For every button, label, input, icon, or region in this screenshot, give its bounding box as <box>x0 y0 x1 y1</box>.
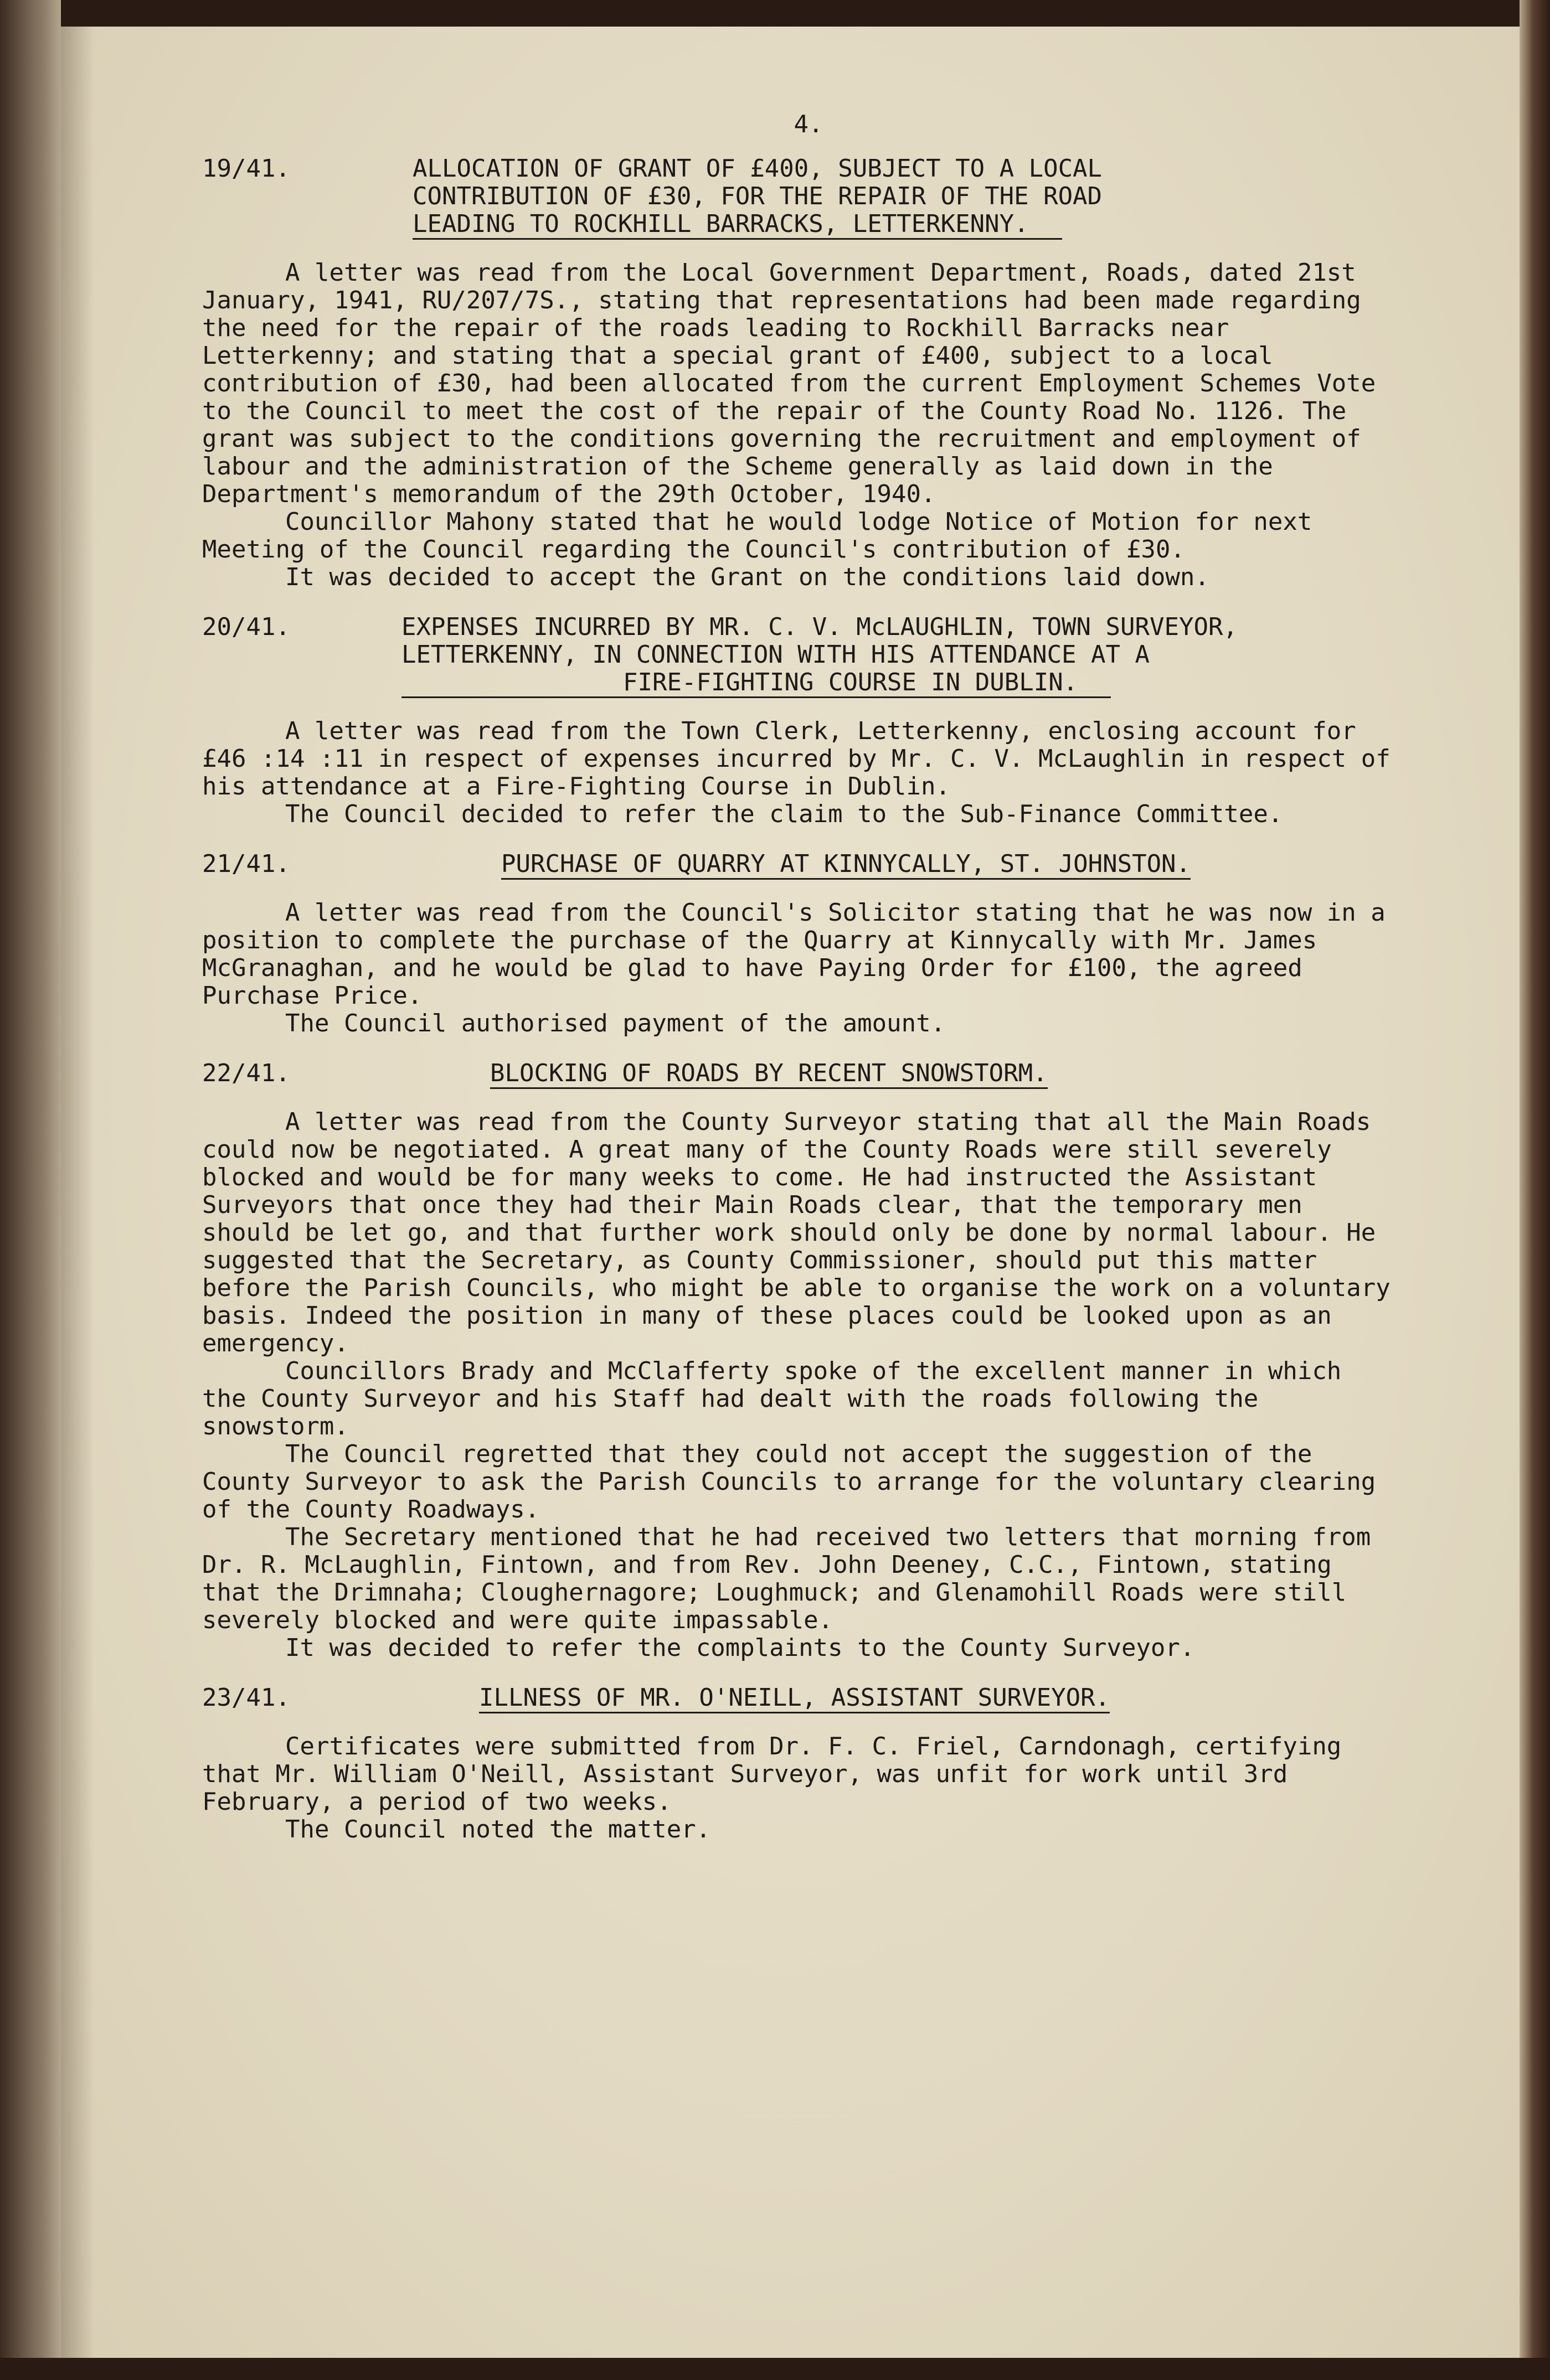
title-line: ALLOCATION OF GRANT OF £400, SUBJECT TO A LOCAL <box>413 154 1103 183</box>
item-number: 21/41. <box>202 850 290 878</box>
book-binding <box>0 0 61 2380</box>
item-body <box>202 259 1393 591</box>
paragraph: Certificates were submitted from Dr. F. C. Friel, Carndonagh, certifying that Mr. William O'Neill, Assistant Surveyor, was unfit for work until 3rd February, a period of two weeks. <box>202 1732 1342 1816</box>
item-body <box>202 717 1393 828</box>
title-line: BLOCKING OF ROADS BY RECENT SNOWSTORM. <box>490 1060 1048 1089</box>
item-heading <box>202 613 1393 698</box>
item-heading <box>202 1060 1393 1089</box>
title-line: PURCHASE OF QUARRY AT KINNYCALLY, ST. JOHNSTON. <box>501 850 1191 880</box>
paragraph: A letter was read from the Local Government Department, Roads, dated 21st January, 1941, RU/207/7S., stating that representations had been made regarding the need for the repair of the roads leading to Rockhill Barracks near Letterkenny; and stating that a special grant of £400, subject to a local contribution of £30, had been allocated from the current Employment Schemes Vote to the Council to meet the cost of the repair of the County Road No. 1126. The grant was subject to the conditions governing the recruitment and employment of labour and the administration of the Scheme generally as laid down in the Department's memorandum of the 29th October, 1940. <box>202 259 1376 508</box>
scan-bottom-edge <box>0 2358 1550 2380</box>
item-title <box>479 1684 1310 1713</box>
minutes-content <box>202 111 1393 1866</box>
paragraph: The Council authorised payment of the amount. <box>285 1009 946 1037</box>
item-number: 20/41. <box>202 613 290 641</box>
paragraph: The Council noted the matter. <box>285 1815 711 1844</box>
paragraph: A letter was read from the County Surveyor stating that all the Main Roads could now be negotiated. A great many of the County Roads were still severely blocked and would be for many weeks to come. He had instructed the Assistant Surveyors that once they had their Main Roads clear, that the temporary men should be let go, and that further work should only be done by normal labour. He suggested that the Secretary, as County Commissioner, should put this matter before the Parish Councils, who might be able to organise the work on a voluntary basis. Indeed the position in many of these places could be looked upon as an emergency. <box>202 1108 1391 1357</box>
page-number: 4. <box>794 110 823 138</box>
minute-item <box>202 1684 1393 1844</box>
paragraph: The Council decided to refer the claim to the Sub-Finance Committee. <box>285 800 1283 828</box>
page-edge <box>1520 0 1550 2380</box>
item-heading <box>202 155 1393 240</box>
item-number: 23/41. <box>202 1684 290 1712</box>
item-number: 19/41. <box>202 154 290 183</box>
paragraph: The Secretary mentioned that he had received two letters that morning from Dr. R. McLaughlin, Fintown, and from Rev. John Deeney, C.C., Fintown, stating that the Drimnaha; Cloughernagore; Loughmuck; and Glenamohill Roads were still severely blocked and were quite impassable. <box>202 1523 1371 1634</box>
title-line: LETTERKENNY, IN CONNECTION WITH HIS ATTENDANCE AT A <box>401 641 1150 669</box>
paragraph: A letter was read from the Town Clerk, Letterkenny, enclosing account for £46 :14 :11 in respect of expenses incurred by Mr. C. V. McLaughlin in respect of his attendance at a Fire-Fighting Course in Dublin. <box>202 717 1391 801</box>
title-line: CONTRIBUTION OF £30, FOR THE REPAIR OF THE ROAD <box>413 182 1103 210</box>
minute-item <box>202 850 1393 1037</box>
item-heading <box>202 850 1393 880</box>
title-line: ILLNESS OF MR. O'NEILL, ASSISTANT SURVEYOR. <box>479 1684 1110 1713</box>
paragraph: Councillor Mahony stated that he would lodge Notice of Motion for next Meeting of the Council regarding the Council's contribution of £30. <box>202 508 1312 564</box>
minute-item <box>202 155 1393 591</box>
scan-top-edge <box>0 0 1550 27</box>
item-body <box>202 1733 1393 1844</box>
title-line: FIRE-FIGHTING COURSE IN DUBLIN. <box>401 669 1111 698</box>
item-title <box>490 1060 1321 1089</box>
item-title <box>401 613 1354 698</box>
paragraph: A letter was read from the Council's Solicitor stating that he was now in a position to complete the purchase of the Quarry at Kinnycally with Mr. James McGranaghan, and he would be glad to have Paying Order for £100, the agreed Purchase Price. <box>202 899 1386 1010</box>
item-body <box>202 1108 1393 1662</box>
minute-item <box>202 613 1393 828</box>
title-line: LEADING TO ROCKHILL BARRACKS, LETTERKENNY. <box>413 210 1062 240</box>
item-body <box>202 899 1393 1037</box>
item-title <box>501 850 1332 880</box>
gutter-shadow <box>61 27 94 2358</box>
paragraph: Councillors Brady and McClafferty spoke of the excellent manner in which the County Surveyor and his Staff had dealt with the roads following the snowstorm. <box>202 1357 1342 1441</box>
item-title <box>413 155 1243 240</box>
minute-item <box>202 1060 1393 1662</box>
paragraph: It was decided to accept the Grant on the conditions laid down. <box>285 563 1209 591</box>
item-number: 22/41. <box>202 1059 290 1087</box>
paragraph: The Council regretted that they could not accept the suggestion of the County Surveyor to ask the Parish Councils to arrange for the voluntary clearing of the County Roadways. <box>202 1440 1376 1524</box>
title-line: EXPENSES INCURRED BY MR. C. V. McLAUGHLIN, TOWN SURVEYOR, <box>401 613 1238 641</box>
paragraph: It was decided to refer the complaints to the County Surveyor. <box>285 1634 1195 1662</box>
item-heading <box>202 1684 1393 1713</box>
